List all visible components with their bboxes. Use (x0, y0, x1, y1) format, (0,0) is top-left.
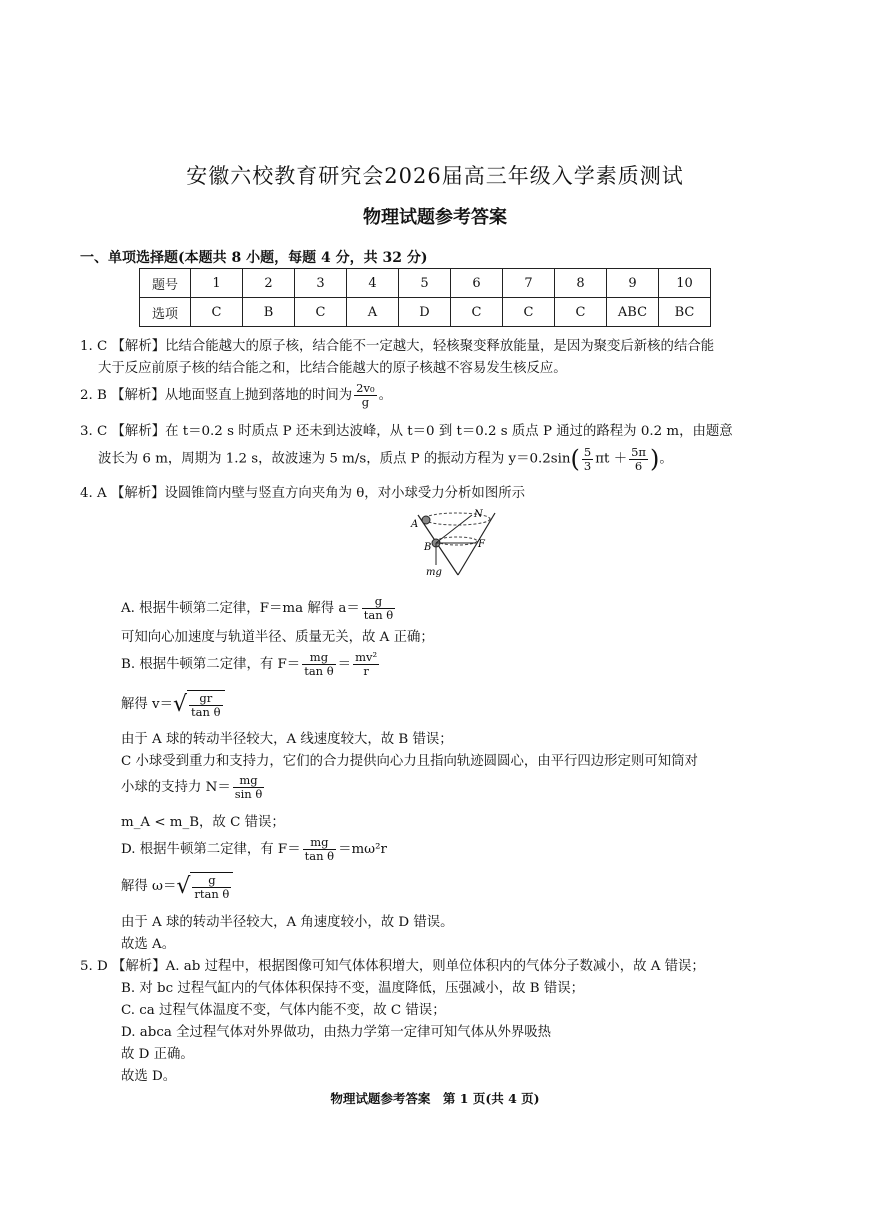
fraction (629, 446, 648, 473)
right-paren: ) (649, 445, 660, 473)
denominator: tan θ (304, 664, 334, 678)
numerator: 2v₀ (356, 381, 375, 395)
text: B. 根据牛顿第二定律，有 F＝ (121, 657, 301, 672)
label-B: B (424, 542, 432, 553)
q5-line-2: B. 对 bc 过程气缸内的气体体积保持不变，温度降低，压强减小，故 B 错误； (121, 981, 585, 996)
text: 解得 ω＝ (121, 879, 177, 894)
left-paren: ( (570, 445, 580, 473)
q5-line-3: C. ca 过程气体温度不变，气体内能不变，故 C 错误； (121, 1003, 446, 1018)
page-title: 安徽六校教育研究会2026届高三年级入学素质测试 (186, 164, 684, 188)
table-cell: 4 (347, 269, 399, 298)
page-subtitle: 物理试题参考答案 (363, 207, 507, 228)
q4-d-line (121, 836, 387, 863)
numerator: mg (302, 651, 335, 665)
fraction (233, 774, 265, 801)
table-cell: 题号 (140, 269, 191, 298)
q1-line-1: 1. C 【解析】比结合能越大的原子核，结合能不一定越大，轻核聚变释放能量，是因为聚变后新核的结合能 (80, 339, 715, 354)
fraction (189, 692, 222, 719)
q5-line-6: 故选 D。 (121, 1069, 177, 1084)
table-cell: BC (659, 298, 711, 327)
text: A. 根据牛顿第二定律，F＝ma 解得 a＝ (121, 601, 360, 616)
q4-line: m_A < m_B，故 C 错误； (121, 815, 285, 830)
denominator: tan θ (363, 608, 394, 622)
numerator: mv² (355, 650, 378, 664)
denominator: tan θ (304, 849, 335, 863)
q3-end: 。 (659, 451, 673, 467)
denominator: sin θ (234, 787, 263, 801)
table-cell: C (191, 298, 243, 327)
table-cell: A (347, 298, 399, 327)
denominator: r (363, 664, 369, 678)
answer-table (139, 268, 711, 327)
q2-text: 2. B 【解析】从地面竖直上抛到落地的时间为 (80, 388, 353, 403)
fraction (354, 382, 376, 409)
numerator: mg (303, 836, 336, 850)
table-cell: D (399, 298, 451, 327)
table-cell: 5 (399, 269, 451, 298)
numerator: 5 (583, 444, 592, 459)
q4-n-line (121, 774, 266, 801)
q4-line: 由于 A 球的转动半径较大，A 线速度较大，故 B 错误； (121, 732, 453, 747)
q4-b-line (121, 651, 381, 678)
cone-force-diagram (410, 505, 500, 580)
fraction (353, 651, 379, 678)
table-cell: 9 (607, 269, 659, 298)
label-N: N (474, 509, 483, 520)
sqrt: √ $\frac{g}{\text{rtan θ}}$ (176, 872, 233, 901)
table-cell: 2 (243, 269, 295, 298)
table-cell: 8 (555, 269, 607, 298)
q3-text: 波长为 6 m，周期为 1.2 s，故波速为 5 m/s，质点 P 的振动方程为 y＝0.2sin (98, 451, 571, 467)
numerator: g (192, 874, 231, 888)
q5-line-1: 5. D 【解析】A. ab 过程中，根据图像可知气体体积增大，则单位体积内的气体分子数减小，故 A 错误； (80, 959, 705, 974)
q4-omega-line (121, 872, 233, 901)
q4-line-1: 4. A 【解析】设圆锥筒内壁与竖直方向夹角为 θ，对小球受力分析如图所示 (80, 486, 525, 501)
table-cell: ABC (607, 298, 659, 327)
q5-line-4: D. abca 全过程气体对外界做功，由热力学第一定律可知气体从外界吸热 (121, 1025, 552, 1040)
fraction (362, 595, 395, 622)
table-row-answers (140, 298, 711, 327)
denominator: rtan θ (194, 887, 230, 901)
text: ＝mω²r (338, 842, 387, 857)
table-cell: C (503, 298, 555, 327)
label-mg: mg (426, 567, 442, 578)
table-cell: 7 (503, 269, 555, 298)
section-heading: 一、单项选择题(本题共 8 小题，每题 4 分，共 32 分) (80, 250, 428, 266)
fraction (302, 651, 335, 678)
q5-line-5: 故 D 正确。 (121, 1047, 194, 1062)
q4-line: C 小球受到重力和支持力，它们的合力提供向心力且指向轨迹圆圆心，由平行四边形定则可知筒对 (121, 754, 698, 769)
denominator: tan θ (191, 705, 221, 719)
sqrt: √ $\frac{gr}{\text{tan θ}}$ (173, 690, 225, 719)
q4-line: 由于 A 球的转动半径较大，A 角速度较小，故 D 错误。 (121, 915, 454, 930)
table-cell: C (295, 298, 347, 327)
fraction (192, 874, 231, 901)
table-cell: C (555, 298, 607, 327)
q3-line-1: 3. C 【解析】在 t＝0.2 s 时质点 P 还未到达波峰，从 t＝0 到 t＝0.2 s 质点 P 通过的路程为 0.2 m，由题意 (80, 424, 733, 439)
q2-end: 。 (378, 388, 392, 403)
denominator: g (361, 395, 370, 409)
denominator: 6 (634, 458, 643, 473)
table-cell: C (451, 298, 503, 327)
q3-mid: πt ＋ (595, 451, 628, 467)
numerator: gr (189, 692, 222, 706)
table-cell: B (243, 298, 295, 327)
table-cell: 6 (451, 269, 503, 298)
table-cell: 3 (295, 269, 347, 298)
label-A: A (411, 519, 419, 530)
table-row-question-numbers (140, 269, 711, 298)
table-cell: 选项 (140, 298, 191, 327)
q3-line-2 (98, 445, 673, 473)
numerator: mg (233, 774, 265, 788)
label-F: F (478, 539, 485, 550)
text: 小球的支持力 N＝ (121, 780, 231, 795)
fraction (303, 836, 336, 863)
q4-line: 故选 A。 (121, 937, 176, 952)
text: D. 根据牛顿第二定律，有 F＝ (121, 842, 301, 857)
q2-line (80, 382, 392, 409)
q1-line-2: 大于反应前原子核的结合能之和，比结合能越大的原子核越不容易发生核反应。 (98, 361, 567, 376)
fraction (582, 446, 593, 473)
table-cell: 10 (659, 269, 711, 298)
numerator: g (362, 595, 395, 609)
denominator: 3 (583, 458, 592, 473)
table-cell: 1 (191, 269, 243, 298)
text: ＝ (337, 657, 352, 672)
q4-line: 可知向心加速度与轨道半径、质量无关，故 A 正确； (121, 630, 434, 645)
text: 解得 v＝ (121, 697, 173, 712)
numerator: 5π (631, 444, 646, 459)
q4-a-line (121, 595, 397, 622)
q4-v-line (121, 690, 225, 719)
page-footer: 物理试题参考答案 第 1 页(共 4 页) (330, 1091, 540, 1106)
